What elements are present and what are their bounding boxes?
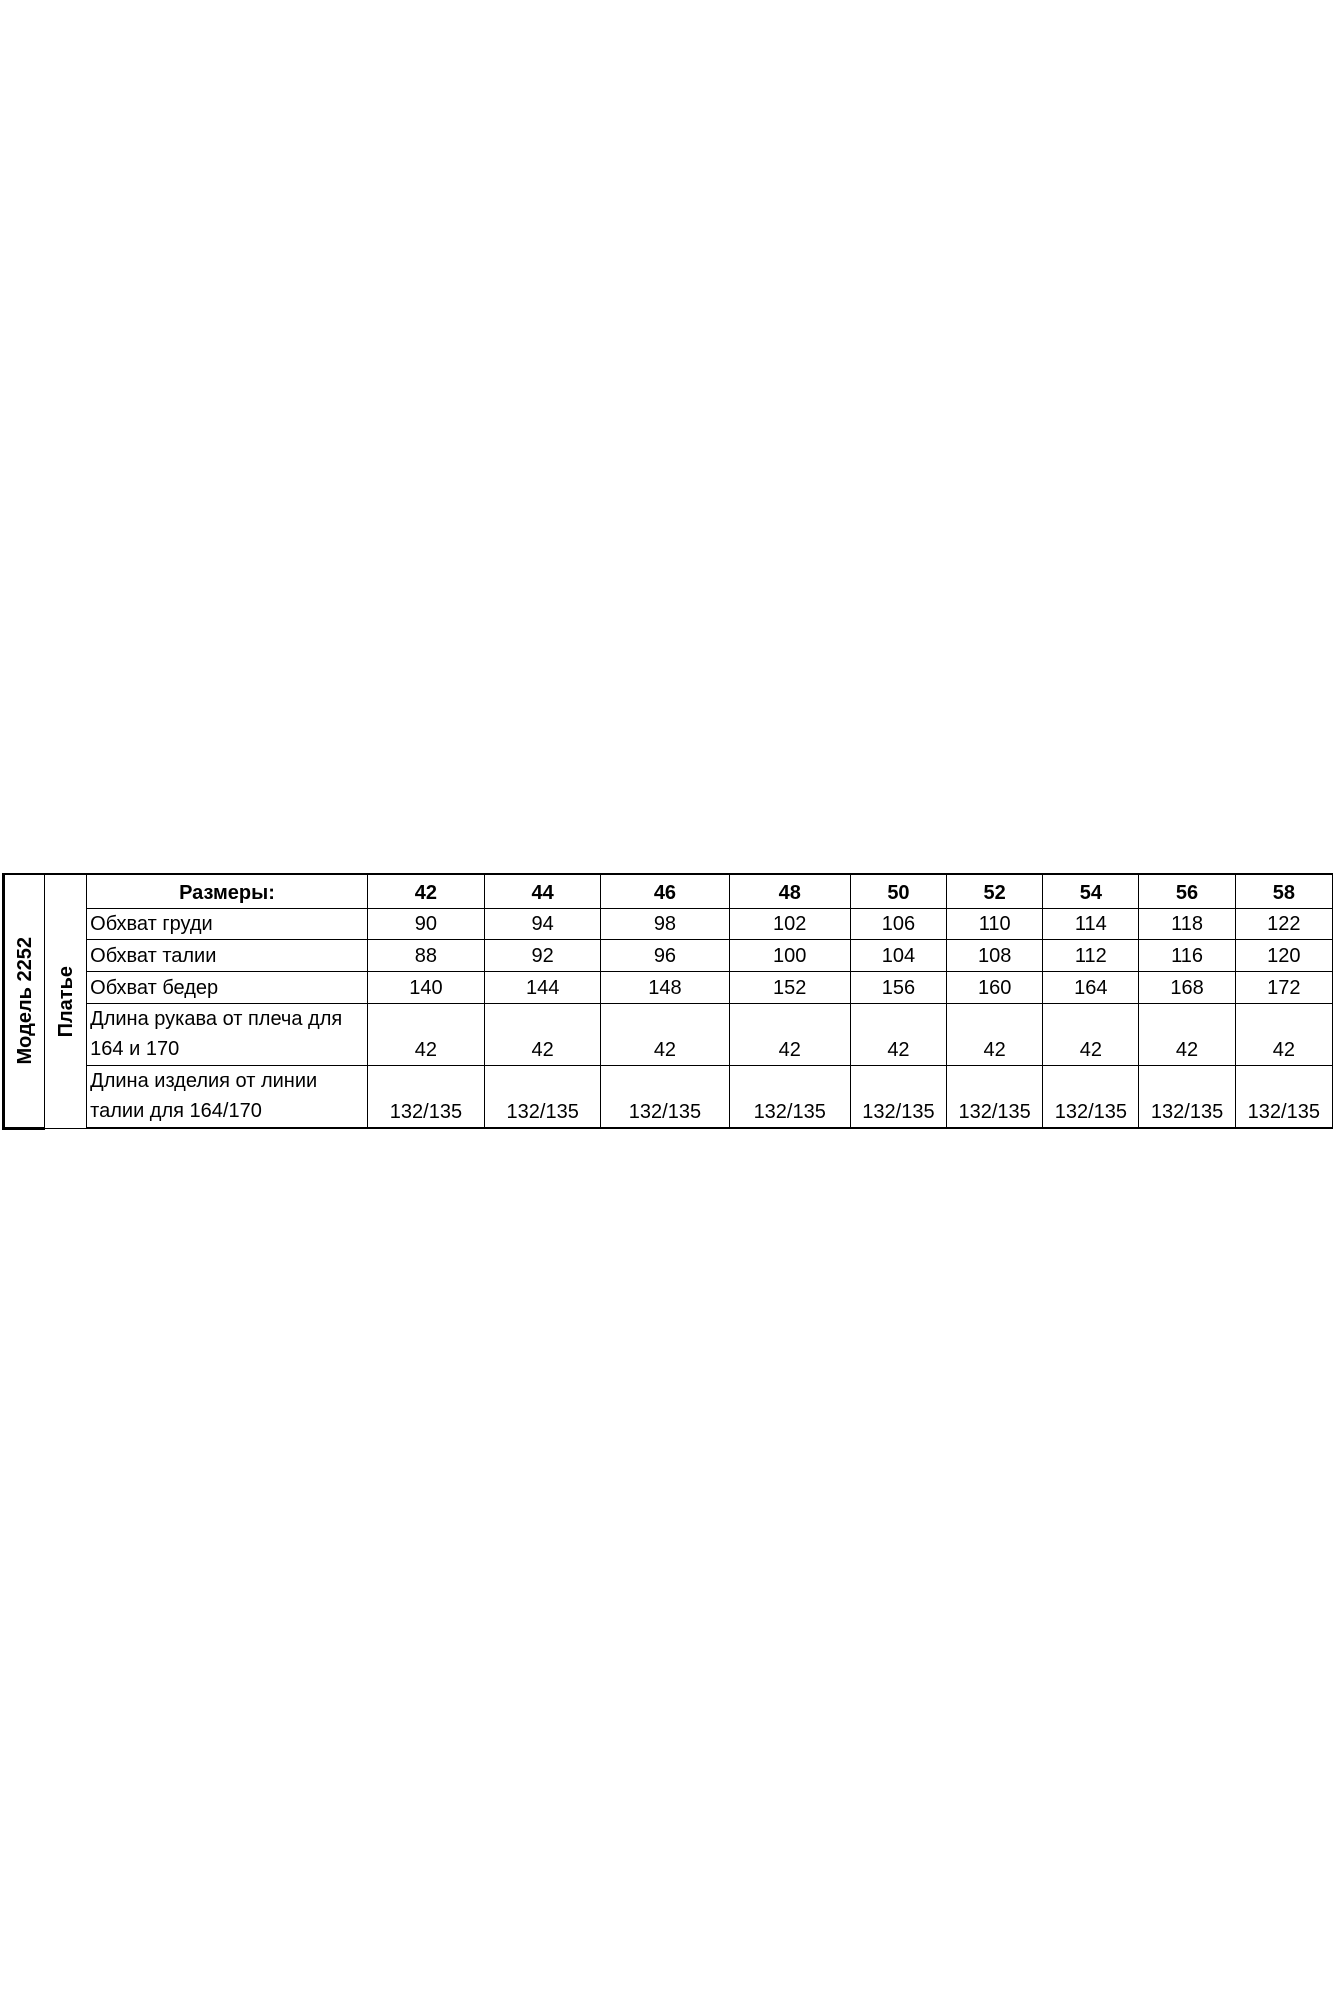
table-cell: 110	[947, 908, 1043, 939]
table-row	[4, 1003, 1333, 1065]
table-cell: 88	[367, 939, 484, 971]
table-cell: 172	[1235, 971, 1332, 1003]
row-label: Обхват груди	[87, 908, 368, 939]
table-cell: 106	[850, 908, 946, 939]
table-cell: 42	[601, 1003, 729, 1065]
table-cell: 98	[601, 908, 729, 939]
table-cell: 104	[850, 939, 946, 971]
table-cell: 132/135	[1043, 1065, 1139, 1128]
table-cell: 96	[601, 939, 729, 971]
table-cell: 152	[729, 971, 850, 1003]
table-cell: 140	[367, 971, 484, 1003]
table-cell: 132/135	[367, 1065, 484, 1128]
table-cell: 144	[485, 971, 601, 1003]
table-cell: 132/135	[947, 1065, 1043, 1128]
size-header: 56	[1139, 874, 1235, 908]
table-cell: 108	[947, 939, 1043, 971]
size-header: 58	[1235, 874, 1332, 908]
size-header: 50	[850, 874, 946, 908]
row-label: Длина изделия от линии талии для 164/170	[87, 1065, 368, 1128]
size-header: 52	[947, 874, 1043, 908]
table-cell: 122	[1235, 908, 1332, 939]
table-cell: 132/135	[1139, 1065, 1235, 1128]
sizes-header-label: Размеры:	[87, 874, 368, 908]
table-cell: 132/135	[601, 1065, 729, 1128]
table-cell: 164	[1043, 971, 1139, 1003]
table-cell: 116	[1139, 939, 1235, 971]
table-cell: 42	[1139, 1003, 1235, 1065]
row-label: Длина рукава от плеча для 164 и 170	[87, 1003, 368, 1065]
size-chart-table	[2, 873, 1333, 1130]
table-cell: 148	[601, 971, 729, 1003]
table-cell: 90	[367, 908, 484, 939]
table-cell: 118	[1139, 908, 1235, 939]
table-cell: 120	[1235, 939, 1332, 971]
table-cell: 132/135	[485, 1065, 601, 1128]
table-cell: 42	[1043, 1003, 1139, 1065]
table-cell: 42	[729, 1003, 850, 1065]
table-cell: 102	[729, 908, 850, 939]
table-row	[4, 908, 1333, 939]
table-cell: 156	[850, 971, 946, 1003]
table-cell: 42	[850, 1003, 946, 1065]
table-cell: 100	[729, 939, 850, 971]
table-cell: 132/135	[729, 1065, 850, 1128]
table-cell: 92	[485, 939, 601, 971]
size-header: 54	[1043, 874, 1139, 908]
table-cell: 42	[1235, 1003, 1332, 1065]
model-label: Модель 2252	[4, 874, 45, 1128]
size-header: 48	[729, 874, 850, 908]
table-cell: 160	[947, 971, 1043, 1003]
row-label: Обхват талии	[87, 939, 368, 971]
size-header: 42	[367, 874, 484, 908]
table-cell: 42	[947, 1003, 1043, 1065]
size-header: 44	[485, 874, 601, 908]
row-label: Обхват бедер	[87, 971, 368, 1003]
table-cell: 132/135	[1235, 1065, 1332, 1128]
table-row	[4, 939, 1333, 971]
table-cell: 114	[1043, 908, 1139, 939]
header-row	[4, 874, 1333, 908]
product-label: Платье	[45, 874, 87, 1128]
size-header: 46	[601, 874, 729, 908]
table-cell: 42	[367, 1003, 484, 1065]
table-cell: 42	[485, 1003, 601, 1065]
table-row	[4, 971, 1333, 1003]
table-cell: 168	[1139, 971, 1235, 1003]
table-row	[4, 1065, 1333, 1128]
table-cell: 132/135	[850, 1065, 946, 1128]
table-cell: 94	[485, 908, 601, 939]
table-cell: 112	[1043, 939, 1139, 971]
